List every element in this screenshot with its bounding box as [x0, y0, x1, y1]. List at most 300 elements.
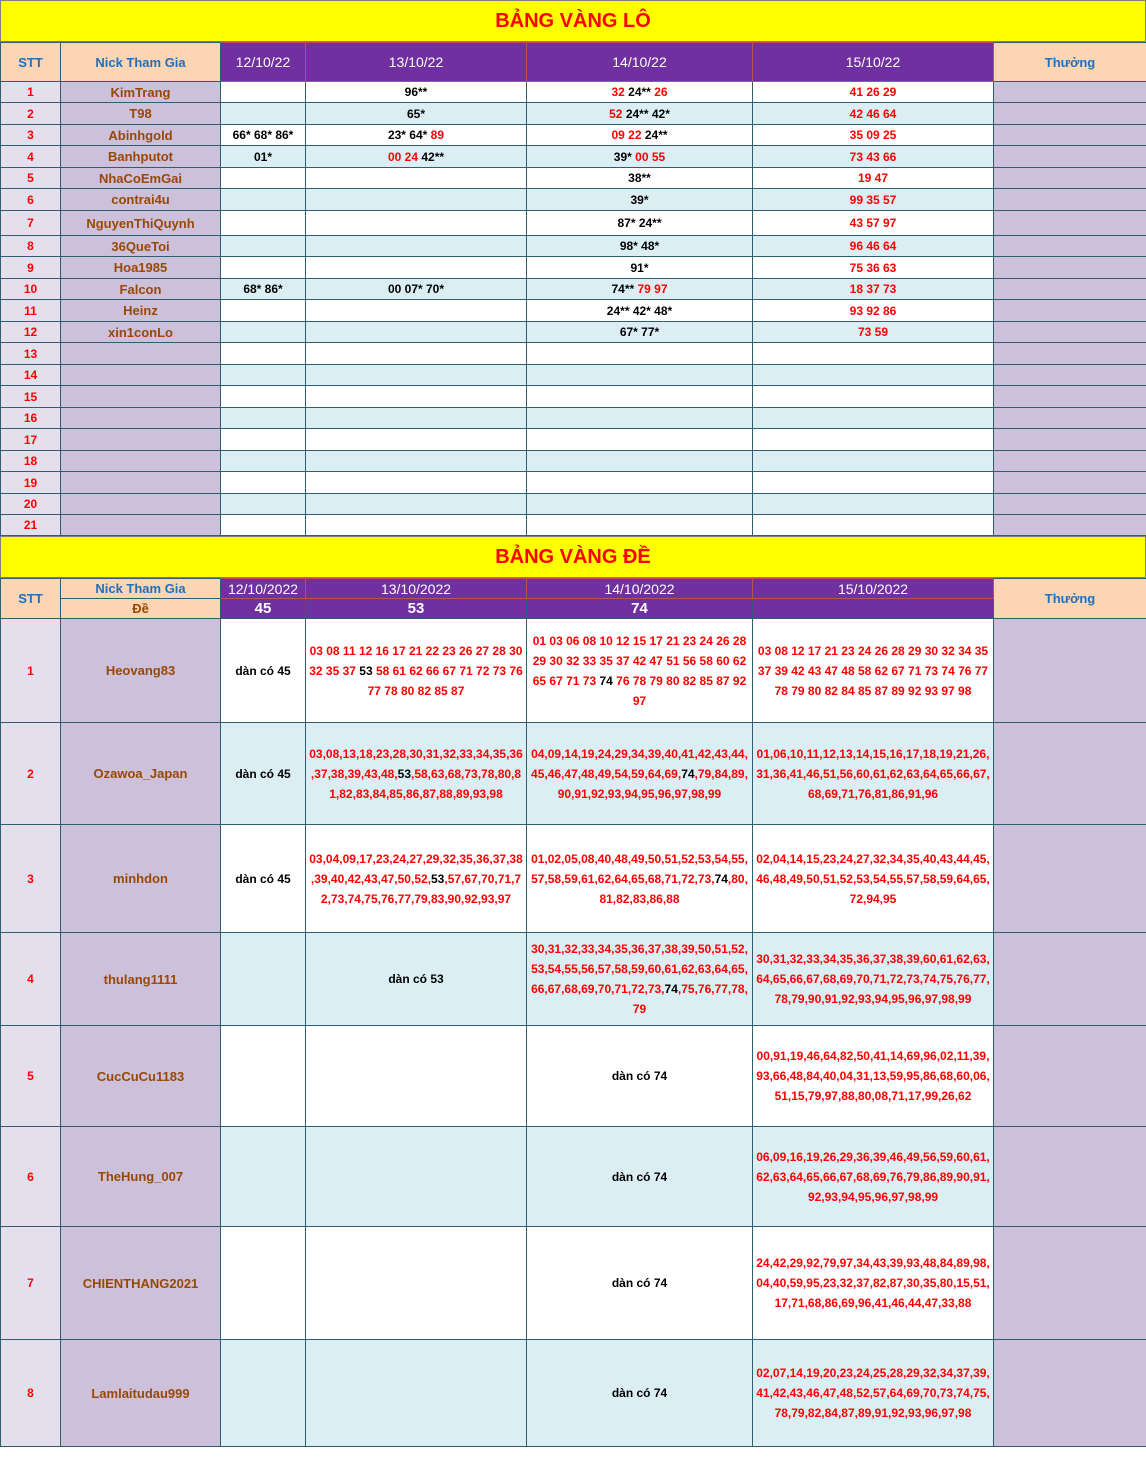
pick-cell-date-1: [221, 82, 306, 103]
number-segment: 09 22: [611, 128, 642, 142]
pick-cell-date-4: [753, 300, 994, 322]
de-header-stt: STT: [1, 579, 61, 619]
number-segment: 39*: [613, 149, 632, 164]
de-result-3: 74: [527, 599, 753, 619]
de-header-date-3: 14/10/2022: [527, 579, 753, 599]
pick-cell-date-4: [753, 189, 994, 211]
pick-cell-date-1: [221, 429, 306, 451]
pick-cell-date-4: [753, 211, 994, 236]
pick-cell-date-3: [527, 494, 753, 515]
reward-cell: [994, 451, 1146, 472]
pick-cell-date-2: [306, 189, 527, 211]
player-nick: [61, 343, 221, 365]
pick-cell-date-3: [527, 1340, 753, 1447]
number-segment: 23* 64*: [387, 128, 428, 142]
de-row: [1, 1340, 1146, 1447]
pick-cell-date-2: [306, 1127, 527, 1227]
reward-cell: [994, 1026, 1146, 1127]
pick-cell-date-2: [306, 257, 527, 279]
reward-cell: [994, 168, 1146, 189]
pick-cell-date-4: [753, 322, 994, 343]
number-segment: 76 78 79 80 82 85 87 92 97: [616, 673, 747, 708]
lo-row: [1, 472, 1146, 494]
pick-cell-date-2: [306, 1340, 527, 1447]
number-segment: 02,04,14,15,23,24,27,32,34,35,40,43,44,45,46,48,49,50,51,52,53,54,55,57,58,59,64,65,72,94,95: [756, 851, 990, 906]
reward-cell: [994, 300, 1146, 322]
lo-title: BẢNG VÀNG LÔ: [495, 9, 651, 32]
row-number: 17: [1, 429, 61, 451]
number-segment: 66* 68* 86*: [232, 128, 294, 142]
number-segment: 01 03 06 08 10 12 15 17 21 23 24 26 28 29 30 32 33 35 37 42 47 51 56 58 60 62 65 67 71 73: [532, 633, 747, 688]
player-nick: Abinhgold: [61, 125, 221, 146]
reward-cell: [994, 103, 1146, 125]
number-segment: 42 46 64: [849, 106, 897, 121]
pick-cell-date-2: [306, 82, 527, 103]
number-segment: 41 26 29: [849, 85, 897, 99]
pick-cell-date-1: [221, 933, 306, 1026]
reward-cell: [994, 408, 1146, 429]
player-nick: KimTrang: [61, 82, 221, 103]
pick-cell-date-1: [221, 125, 306, 146]
pick-cell-date-2: [306, 494, 527, 515]
pick-cell-date-2: [306, 103, 527, 125]
number-segment: 65*: [406, 106, 426, 121]
player-nick: minhdon: [61, 825, 221, 933]
row-number: 3: [1, 825, 61, 933]
lo-row: [1, 257, 1146, 279]
row-number: 5: [1, 168, 61, 189]
pick-cell-date-2: [306, 146, 527, 168]
pick-cell-date-1: [221, 300, 306, 322]
lo-header-nick: Nick Tham Gia: [61, 43, 221, 82]
de-row: [1, 1026, 1146, 1127]
de-result-4: [753, 599, 994, 619]
pick-cell-date-1: [221, 723, 306, 825]
player-nick: [61, 494, 221, 515]
number-segment: 19 47: [857, 171, 889, 185]
pick-cell-date-1: [221, 1340, 306, 1447]
number-segment: 24** 42* 48*: [606, 303, 673, 318]
de-row: [1, 1127, 1146, 1227]
pick-cell-date-3: [527, 1127, 753, 1227]
number-segment: 03,08,13,18,23,28,30,31,32,33,34,35,36,37,38,39,43,48,: [309, 746, 523, 781]
number-segment: 79 97: [637, 282, 668, 296]
number-segment: 53: [397, 766, 411, 781]
number-segment: 74: [681, 766, 695, 781]
lo-row: [1, 322, 1146, 343]
number-segment: 96 46 64: [849, 239, 897, 253]
de-header-date-1: 12/10/2022: [221, 579, 306, 599]
pick-cell-date-2: [306, 1227, 527, 1340]
pick-cell-date-4: [753, 494, 994, 515]
row-number: 10: [1, 279, 61, 300]
player-nick: [61, 429, 221, 451]
pick-cell-date-2: [306, 343, 527, 365]
reward-cell: [994, 322, 1146, 343]
pick-cell-date-3: [527, 103, 753, 125]
player-nick: Ozawoa_Japan: [61, 723, 221, 825]
pick-cell-date-1: [221, 236, 306, 257]
number-segment: 32: [611, 85, 625, 99]
pick-cell-date-3: [527, 825, 753, 933]
number-segment: ,57,67,70,71,72,73,74,75,76,77,79,83,90,92,93,97: [320, 871, 522, 906]
pick-cell-date-2: [306, 168, 527, 189]
number-segment: 00 55: [635, 149, 666, 164]
de-row: [1, 1227, 1146, 1340]
number-segment: 53: [431, 871, 445, 886]
reward-cell: [994, 236, 1146, 257]
number-segment: 58 61 62 66 67 71 72 73 76 77 78 80 82 85 87: [367, 663, 523, 698]
pick-cell-date-1: [221, 365, 306, 386]
pick-cell-date-1: [221, 168, 306, 189]
lo-header-date-3: 14/10/22: [527, 43, 753, 82]
pick-cell-date-2: [306, 933, 527, 1026]
number-segment: 93 92 86: [849, 303, 897, 318]
number-segment: dàn có 45: [235, 766, 291, 781]
player-nick: Banhputot: [61, 146, 221, 168]
lo-row: [1, 82, 1146, 103]
player-nick: CucCuCu1183: [61, 1026, 221, 1127]
pick-cell-date-4: [753, 1340, 994, 1447]
row-number: 13: [1, 343, 61, 365]
pick-cell-date-4: [753, 429, 994, 451]
player-nick: Heinz: [61, 300, 221, 322]
number-segment: 01,02,05,08,40,48,49,50,51,52,53,54,55,57,58,59,61,62,64,65,68,71,72,73,: [531, 851, 748, 886]
de-title-banner: [0, 536, 1146, 578]
number-segment: 03 08 12 17 21 23 24 26 28 29 30 32 34 35 37 39 42 43 47 48 58 62 67 71 73 74 76 77 78 79 80 82 84 85 87 89 92 93 97 98: [757, 643, 989, 698]
number-segment: 30,31,32,33,34,35,36,37,38,39,50,51,52,53,54,55,56,57,58,59,60,61,62,63,64,65,66,67,68,69,70,71,72,73,: [531, 942, 748, 996]
lo-row: [1, 236, 1146, 257]
number-segment: 73 59: [857, 325, 889, 339]
number-segment: dàn có 74: [611, 1069, 668, 1083]
number-segment: 26: [654, 85, 668, 99]
row-number: 9: [1, 257, 61, 279]
de-row: [1, 723, 1146, 825]
number-segment: 52: [609, 106, 623, 121]
number-segment: 74: [664, 982, 678, 996]
pick-cell-date-4: [753, 168, 994, 189]
lo-row: [1, 365, 1146, 386]
number-segment: 74**: [611, 282, 635, 296]
lo-header-reward: Thưởng: [994, 43, 1146, 82]
pick-cell-date-3: [527, 279, 753, 300]
pick-cell-date-4: [753, 82, 994, 103]
lo-row: [1, 125, 1146, 146]
pick-cell-date-1: [221, 279, 306, 300]
number-segment: 03,04,09,17,23,24,27,29,32,35,36,37,38,39,40,42,43,47,50,52,: [309, 851, 523, 886]
pick-cell-date-2: [306, 429, 527, 451]
player-nick: [61, 365, 221, 386]
pick-cell-date-1: [221, 257, 306, 279]
pick-cell-date-3: [527, 1026, 753, 1127]
number-segment: 75 36 63: [849, 260, 897, 275]
lo-row: [1, 343, 1146, 365]
number-segment: 01,06,10,11,12,13,14,15,16,17,18,19,21,26,31,36,41,46,51,56,60,61,62,63,64,65,66,67,68,69,71,76,81,86,91,96: [756, 746, 990, 801]
de-header-date-4: 15/10/2022: [753, 579, 994, 599]
player-nick: CHIENTHANG2021: [61, 1227, 221, 1340]
row-number: 2: [1, 103, 61, 125]
row-number: 21: [1, 515, 61, 536]
player-nick: [61, 408, 221, 429]
de-header-reward: Thưởng: [994, 579, 1146, 619]
number-segment: 24**: [628, 85, 651, 99]
lo-header-date-1: 12/10/22: [221, 43, 306, 82]
reward-cell: [994, 515, 1146, 536]
row-number: 6: [1, 189, 61, 211]
reward-cell: [994, 1340, 1146, 1447]
number-segment: ,75,76,77,78,79: [632, 982, 748, 1016]
lo-row: [1, 189, 1146, 211]
reward-cell: [994, 211, 1146, 236]
lo-row: [1, 451, 1146, 472]
reward-cell: [994, 125, 1146, 146]
pick-cell-date-4: [753, 146, 994, 168]
player-nick: [61, 451, 221, 472]
pick-cell-date-2: [306, 1026, 527, 1127]
number-segment: dàn có 45: [235, 871, 291, 886]
de-row: [1, 619, 1146, 723]
pick-cell-date-2: [306, 211, 527, 236]
pick-cell-date-4: [753, 472, 994, 494]
pick-cell-date-4: [753, 386, 994, 408]
pick-cell-date-3: [527, 125, 753, 146]
player-nick: TheHung_007: [61, 1127, 221, 1227]
lo-row: [1, 211, 1146, 236]
pick-cell-date-4: [753, 103, 994, 125]
number-segment: 89: [430, 128, 445, 142]
pick-cell-date-4: [753, 1127, 994, 1227]
de-row: [1, 825, 1146, 933]
lo-row: [1, 168, 1146, 189]
number-segment: 74: [596, 673, 617, 688]
player-nick: Hoa1985: [61, 257, 221, 279]
pick-cell-date-2: [306, 279, 527, 300]
player-nick: NguyenThiQuynh: [61, 211, 221, 236]
de-header-row-1: [1, 579, 1146, 599]
pick-cell-date-2: [306, 515, 527, 536]
pick-cell-date-1: [221, 825, 306, 933]
number-segment: 02,07,14,19,20,23,24,25,28,29,32,34,37,39,41,42,43,46,47,48,52,57,64,69,70,73,74,75,78,79,82,84,87,89,91,92,93,96,97,98: [756, 1366, 990, 1420]
lo-row: [1, 494, 1146, 515]
pick-cell-date-2: [306, 723, 527, 825]
number-segment: 96**: [404, 85, 428, 99]
lo-row: [1, 279, 1146, 300]
lo-body: [1, 82, 1146, 536]
de-header-date-2: 13/10/2022: [306, 579, 527, 599]
pick-cell-date-3: [527, 211, 753, 236]
number-segment: 24**: [644, 128, 668, 142]
number-segment: dàn có 74: [611, 1276, 668, 1290]
pick-cell-date-4: [753, 125, 994, 146]
pick-cell-date-1: [221, 322, 306, 343]
row-number: 7: [1, 211, 61, 236]
number-segment: 30,31,32,33,34,35,36,37,38,39,60,61,62,63,64,65,66,67,68,69,70,71,72,73,74,75,76,77,78,79,90,91,92,93,94,95,96,97,98,99: [756, 952, 990, 1006]
row-number: 4: [1, 146, 61, 168]
pick-cell-date-2: [306, 386, 527, 408]
pick-cell-date-4: [753, 451, 994, 472]
row-number: 20: [1, 494, 61, 515]
pick-cell-date-3: [527, 322, 753, 343]
lo-row: [1, 429, 1146, 451]
pick-cell-date-4: [753, 723, 994, 825]
number-segment: 24,42,29,92,79,97,34,43,39,93,48,84,89,98,04,40,59,95,23,32,37,82,87,30,35,80,15,51,17,71,68,86,69,96,41,46,44,47,33,88: [756, 1256, 990, 1310]
de-header-nick: Nick Tham Gia: [61, 579, 221, 599]
player-nick: contrai4u: [61, 189, 221, 211]
number-segment: 73 43 66: [849, 149, 897, 164]
lo-header-date-2: 13/10/22: [306, 43, 527, 82]
pick-cell-date-3: [527, 619, 753, 723]
pick-cell-date-4: [753, 343, 994, 365]
number-segment: 98* 48*: [619, 239, 660, 253]
reward-cell: [994, 429, 1146, 451]
pick-cell-date-4: [753, 408, 994, 429]
pick-cell-date-1: [221, 189, 306, 211]
pick-cell-date-3: [527, 429, 753, 451]
number-segment: 91*: [630, 260, 649, 275]
player-nick: Falcon: [61, 279, 221, 300]
pick-cell-date-3: [527, 723, 753, 825]
reward-cell: [994, 825, 1146, 933]
de-body: [1, 619, 1146, 1447]
lo-row: [1, 146, 1146, 168]
pick-cell-date-2: [306, 825, 527, 933]
player-nick: [61, 386, 221, 408]
pick-cell-date-1: [221, 451, 306, 472]
player-nick: 36QueToi: [61, 236, 221, 257]
number-segment: 03 08 11 12 16 17 21 22 23 26 27 28 30 32 35 37: [309, 643, 523, 678]
player-nick: Heovang83: [61, 619, 221, 723]
reward-cell: [994, 494, 1146, 515]
number-segment: 53: [355, 663, 376, 678]
de-result-1: 45: [221, 599, 306, 619]
pick-cell-date-2: [306, 408, 527, 429]
pick-cell-date-4: [753, 619, 994, 723]
pick-cell-date-3: [527, 515, 753, 536]
reward-cell: [994, 365, 1146, 386]
pick-cell-date-3: [527, 343, 753, 365]
pick-cell-date-4: [753, 257, 994, 279]
pick-cell-date-1: [221, 515, 306, 536]
row-number: 1: [1, 82, 61, 103]
de-header-row-2: [1, 599, 1146, 619]
row-number: 14: [1, 365, 61, 386]
de-table: [0, 578, 1146, 1447]
pick-cell-date-2: [306, 365, 527, 386]
pick-cell-date-3: [527, 1227, 753, 1340]
pick-cell-date-2: [306, 472, 527, 494]
reward-cell: [994, 257, 1146, 279]
row-number: 3: [1, 125, 61, 146]
pick-cell-date-3: [527, 300, 753, 322]
reward-cell: [994, 1127, 1146, 1227]
pick-cell-date-4: [753, 515, 994, 536]
row-number: 16: [1, 408, 61, 429]
reward-cell: [994, 279, 1146, 300]
de-row: [1, 933, 1146, 1026]
number-segment: dàn có 45: [235, 663, 291, 678]
pick-cell-date-3: [527, 365, 753, 386]
lo-header-row: [1, 43, 1146, 82]
lo-row: [1, 386, 1146, 408]
pick-cell-date-3: [527, 236, 753, 257]
reward-cell: [994, 723, 1146, 825]
pick-cell-date-1: [221, 1227, 306, 1340]
row-number: 2: [1, 723, 61, 825]
pick-cell-date-3: [527, 146, 753, 168]
number-segment: 39*: [630, 192, 649, 207]
reward-cell: [994, 933, 1146, 1026]
reward-cell: [994, 1227, 1146, 1340]
pick-cell-date-1: [221, 211, 306, 236]
number-segment: ,80,81,82,83,86,88: [599, 871, 748, 906]
player-nick: NhaCoEmGai: [61, 168, 221, 189]
lo-header-date-4: 15/10/22: [753, 43, 994, 82]
lo-row: [1, 515, 1146, 536]
row-number: 12: [1, 322, 61, 343]
row-number: 7: [1, 1227, 61, 1340]
pick-cell-date-2: [306, 125, 527, 146]
reward-cell: [994, 146, 1146, 168]
reward-cell: [994, 386, 1146, 408]
row-number: 8: [1, 1340, 61, 1447]
number-segment: dàn có 74: [611, 1386, 668, 1400]
number-segment: 68* 86*: [243, 282, 283, 296]
number-segment: dàn có 74: [611, 1169, 668, 1184]
pick-cell-date-4: [753, 365, 994, 386]
pick-cell-date-3: [527, 408, 753, 429]
number-segment: 35 09 25: [849, 128, 897, 142]
pick-cell-date-1: [221, 343, 306, 365]
reward-cell: [994, 82, 1146, 103]
number-segment: 43 57 97: [849, 216, 897, 230]
row-number: 18: [1, 451, 61, 472]
pick-cell-date-3: [527, 386, 753, 408]
number-segment: 67* 77*: [619, 325, 660, 339]
de-header-label: Đề: [61, 599, 221, 619]
number-segment: 38**: [628, 171, 651, 185]
player-nick: T98: [61, 103, 221, 125]
pick-cell-date-2: [306, 619, 527, 723]
pick-cell-date-3: [527, 168, 753, 189]
number-segment: 42**: [421, 149, 445, 164]
pick-cell-date-4: [753, 1026, 994, 1127]
pick-cell-date-4: [753, 825, 994, 933]
de-title: BẢNG VÀNG ĐỀ: [495, 545, 651, 568]
lo-header-stt: STT: [1, 43, 61, 82]
reward-cell: [994, 189, 1146, 211]
lo-row: [1, 103, 1146, 125]
player-nick: thulang1111: [61, 933, 221, 1026]
number-segment: 87* 24**: [617, 216, 662, 230]
pick-cell-date-1: [221, 408, 306, 429]
lo-table: [0, 42, 1146, 536]
pick-cell-date-2: [306, 322, 527, 343]
pick-cell-date-1: [221, 1127, 306, 1227]
player-nick: [61, 472, 221, 494]
row-number: 5: [1, 1026, 61, 1127]
pick-cell-date-1: [221, 146, 306, 168]
number-segment: 18 37 73: [849, 282, 897, 296]
pick-cell-date-1: [221, 386, 306, 408]
pick-cell-date-4: [753, 279, 994, 300]
de-result-2: 53: [306, 599, 527, 619]
pick-cell-date-3: [527, 933, 753, 1026]
number-segment: 99 35 57: [849, 192, 897, 207]
reward-cell: [994, 343, 1146, 365]
row-number: 8: [1, 236, 61, 257]
pick-cell-date-1: [221, 494, 306, 515]
number-segment: 74: [714, 871, 728, 886]
